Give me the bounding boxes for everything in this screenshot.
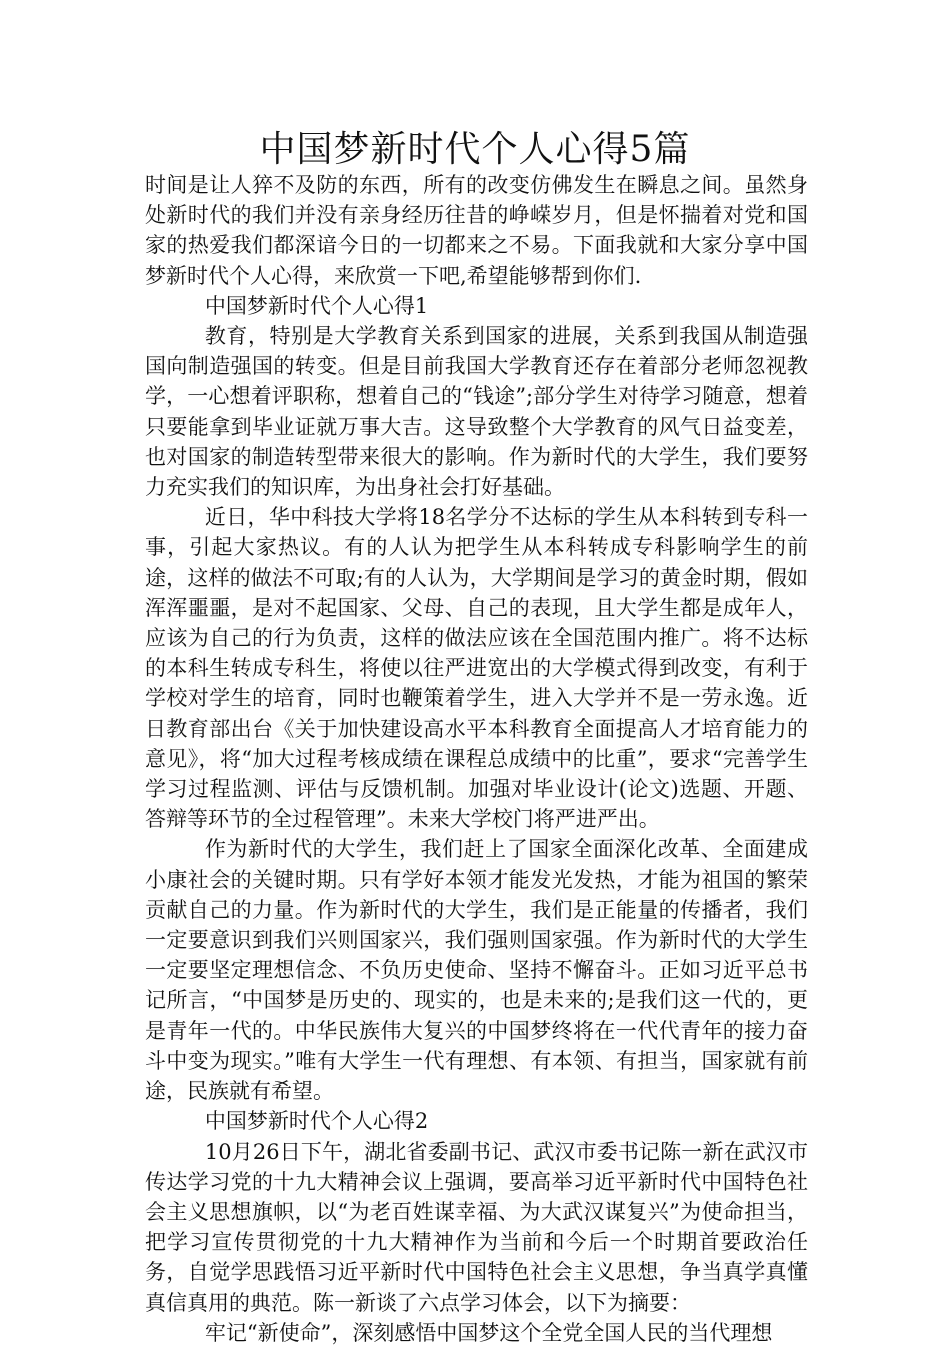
body-paragraph: 10月26日下午，湖北省委副书记、武汉市委书记陈一新在武汉市传达学习党的十九大精神会议上强调，要高举习近平新时代中国特色社会主义思想旗帜，以“为老百姓谋幸福、为大武汉谋复兴”为使命担当，把学习宣传贯彻党的十九大精神作为当前和今后一个时期首要政治任务，自觉学思践悟习近平新时代中国特色社会主义思想，争当真学真懂真信真用的典范。陈一新谈了六点学习体会，以下为摘要：	[145, 1139, 808, 1315]
body-paragraph: 近日，华中科技大学将18名学分不达标的学生从本科转到专科一事，引起大家热议。有的人认为把学生从本科转成专科影响学生的前途，这样的做法不可取;有的人认为，大学期间是学习的黄金时期，假如浑浑噩噩，是对不起国家、父母、自己的表现，且大学生都是成年人，应该为自己的行为负责，这样的做法应该在全国范围内推广。将不达标的本科生转成专科生，将使以往严进宽出的大学模式得到改变，有利于学校对学生的培育，同时也鞭策着学生，进入大学并不是一劳永逸。近日教育部出台《关于加快建设高水平本科教育全面提高人才培育能力的意见》，将“加大过程考核成绩在课程总成绩中的比重”，要求“完善学生学习过程监测、评估与反馈机制。加强对毕业设计(论文)选题、开题、答辩等环节的全过程管理”。未来大学校门将严进严出。	[145, 505, 808, 832]
document-title: 中国梦新时代个人心得5篇	[259, 129, 691, 170]
section-heading-1: 中国梦新时代个人心得1	[204, 293, 429, 318]
document-body	[145, 170, 808, 1348]
body-paragraph: 牢记“新使命”，深刻感悟中国梦这个全党全国人民的当代理想	[204, 1320, 773, 1345]
body-paragraph: 作为新时代的大学生，我们赶上了国家全面深化改革、全面建成小康社会的关键时期。只有学好本领才能发光发热，才能为祖国的繁荣贡献自己的力量。作为新时代的大学生，我们是正能量的传播者，我们一定要意识到我们兴则国家兴，我们强则国家强。作为新时代的大学生一定要坚定理想信念、不负历史使命、坚持不懈奋斗。正如习近平总书记所言，“中国梦是历史的、现实的，也是未来的;是我们这一代的，更是青年一代的。中华民族伟大复兴的中国梦终将在一代代青年的接力奋斗中变为现实。”唯有大学生一代有理想、有本领、有担当，国家就有前途，民族就有希望。	[145, 837, 808, 1104]
section-heading-2: 中国梦新时代个人心得2	[204, 1109, 429, 1134]
body-paragraph: 教育，特别是大学教育关系到国家的进展，关系到我国从制造强国向制造强国的转变。但是目前我国大学教育还存在着部分老师忽视教学，一心想着评职称，想着自己的“钱途”;部分学生对待学习随意，想着只要能拿到毕业证就万事大吉。这导致整个大学教育的风气日益变差，也对国家的制造转型带来很大的影响。作为新时代的大学生，我们要努力充实我们的知识库，为出身社会打好基础。	[145, 324, 808, 500]
intro-paragraph: 时间是让人猝不及防的东西，所有的改变仿佛发生在瞬息之间。虽然身处新时代的我们并没有亲身经历往昔的峥嵘岁月，但是怀揣着对党和国家的热爱我们都深谙今日的一切都来之不易。下面我就和大家分享中国梦新时代个人心得，来欣赏一下吧,希望能够帮到你们.	[145, 173, 808, 288]
